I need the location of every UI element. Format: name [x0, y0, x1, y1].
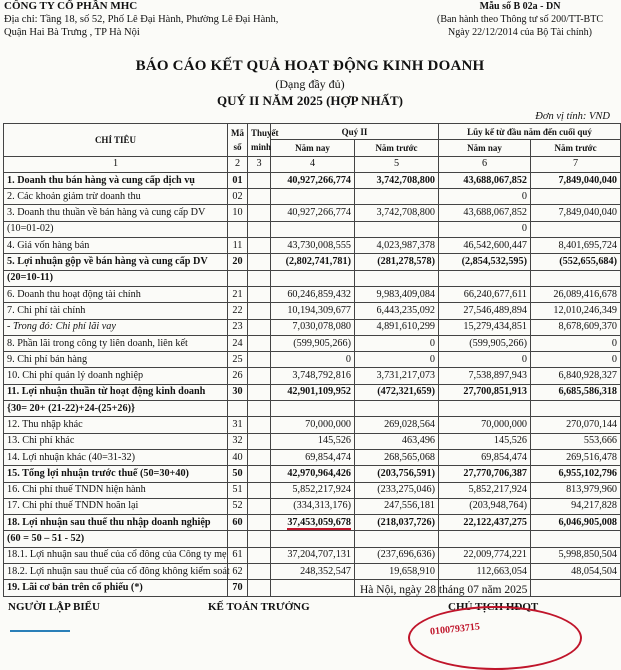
row-note — [248, 221, 271, 237]
row-ytd-last-year: 12,010,246,349 — [531, 303, 621, 319]
row-label: 13. Chi phí khác — [4, 433, 228, 449]
row-note — [248, 189, 271, 205]
row-label: (10=01-02) — [4, 221, 228, 237]
row-note — [248, 482, 271, 498]
row-note — [248, 270, 271, 286]
row-code: 23 — [228, 319, 248, 335]
issued-by: (Ban hành theo Thông tư số 200/TT-BTC — [437, 14, 603, 25]
row-label: 18. Lợi nhuận sau thuế thu nhập doanh nghiệp — [4, 515, 228, 531]
row-code: 01 — [228, 172, 248, 188]
row-ytd-last-year — [531, 531, 621, 547]
row-quarter-this-year — [271, 515, 355, 531]
row-ytd-this-year: 22,009,774,221 — [439, 547, 531, 563]
row-label: (60 = 50 – 51 - 52) — [4, 531, 228, 547]
form-header — [420, 0, 620, 39]
table-row — [4, 221, 621, 237]
row-quarter-this-year — [271, 580, 355, 596]
row-quarter-this-year: 42,970,964,426 — [271, 466, 355, 482]
income-statement-table — [3, 123, 621, 597]
row-note — [248, 319, 271, 335]
row-quarter-this-year: (334,313,176) — [271, 498, 355, 514]
row-code: 10 — [228, 205, 248, 221]
row-label: 18.2. Lợi nhuận sau thuế của cổ đông không kiểm soát — [4, 564, 228, 580]
row-note — [248, 580, 271, 596]
table-row — [4, 515, 621, 531]
row-quarter-last-year: 4,891,610,299 — [355, 319, 439, 335]
row-quarter-this-year: 70,000,000 — [271, 417, 355, 433]
row-ytd-this-year: 0 — [439, 189, 531, 205]
row-ytd-this-year: 66,240,677,611 — [439, 286, 531, 302]
col-quarter-last-year: Năm trước — [355, 140, 439, 156]
row-quarter-last-year — [355, 221, 439, 237]
row-ytd-this-year: 0 — [439, 221, 531, 237]
row-code — [228, 270, 248, 286]
table-row — [4, 319, 621, 335]
company-address: Địa chỉ: Tầng 18, số 52, Phố Lê Đại Hành, Phường Lê Đại Hành, — [4, 14, 279, 25]
col-note: Thuyết minh — [248, 124, 271, 157]
chairman-signature-label: CHỦ TỊCH HĐQT — [448, 601, 539, 613]
row-quarter-last-year: 0 — [355, 352, 439, 368]
row-ytd-this-year: 22,122,437,275 — [439, 515, 531, 531]
row-quarter-last-year: 3,742,708,800 — [355, 172, 439, 188]
row-code: 31 — [228, 417, 248, 433]
row-ytd-last-year: 270,070,144 — [531, 417, 621, 433]
row-ytd-this-year: 5,852,217,924 — [439, 482, 531, 498]
row-ytd-this-year: 7,538,897,943 — [439, 368, 531, 384]
row-ytd-last-year — [531, 270, 621, 286]
company-address-2: Quận Hai Bà Trưng , TP Hà Nội — [4, 27, 140, 38]
row-ytd-last-year: 553,666 — [531, 433, 621, 449]
row-ytd-this-year — [439, 531, 531, 547]
row-ytd-last-year: (552,655,684) — [531, 254, 621, 270]
row-note — [248, 368, 271, 384]
row-code: 25 — [228, 352, 248, 368]
row-ytd-this-year: 43,688,067,852 — [439, 172, 531, 188]
table-row — [4, 254, 621, 270]
row-quarter-this-year: 145,526 — [271, 433, 355, 449]
col-quarter: Quý II — [271, 124, 439, 140]
accountant-signature-label: KẾ TOÁN TRƯỞNG — [208, 601, 310, 613]
row-label: 18.1. Lợi nhuận sau thuế của cổ đông của Công ty mẹ — [4, 547, 228, 563]
row-label: 9. Chi phí bán hàng — [4, 352, 228, 368]
row-label: 7. Chi phí tài chính — [4, 303, 228, 319]
table-row — [4, 368, 621, 384]
table-row — [4, 417, 621, 433]
table-row — [4, 384, 621, 400]
row-note — [248, 286, 271, 302]
place-date: Hà Nội, ngày 28 tháng 07 năm 2025 — [360, 584, 528, 596]
row-code: 60 — [228, 515, 248, 531]
row-quarter-this-year: (599,905,266) — [271, 335, 355, 351]
report-subtitle: (Dạng đầy đủ) — [275, 77, 345, 91]
table-row — [4, 238, 621, 254]
table-row — [4, 401, 621, 417]
col-code: Mã số — [228, 124, 248, 157]
row-code: 20 — [228, 254, 248, 270]
row-code: 24 — [228, 335, 248, 351]
row-ytd-this-year: 15,279,434,851 — [439, 319, 531, 335]
row-label: 6. Doanh thu hoạt động tài chính — [4, 286, 228, 302]
row-ytd-this-year: 27,770,706,387 — [439, 466, 531, 482]
row-quarter-this-year: 3,748,792,816 — [271, 368, 355, 384]
row-quarter-last-year: (233,275,046) — [355, 482, 439, 498]
row-label: 12. Thu nhập khác — [4, 417, 228, 433]
row-code: 21 — [228, 286, 248, 302]
row-code: 32 — [228, 433, 248, 449]
row-ytd-last-year: 0 — [531, 352, 621, 368]
row-code: 50 — [228, 466, 248, 482]
row-ytd-this-year: 70,000,000 — [439, 417, 531, 433]
row-label: 14. Lợi nhuận khác (40=31-32) — [4, 449, 228, 465]
row-ytd-this-year — [439, 401, 531, 417]
row-code: 62 — [228, 564, 248, 580]
col-quarter-this-year: Năm nay — [271, 140, 355, 156]
row-quarter-this-year: (2,802,741,781) — [271, 254, 355, 270]
row-ytd-this-year: 27,700,851,913 — [439, 384, 531, 400]
row-quarter-last-year: 269,028,564 — [355, 417, 439, 433]
row-ytd-this-year: 43,688,067,852 — [439, 205, 531, 221]
row-quarter-last-year: 19,658,910 — [355, 564, 439, 580]
report-title: BÁO CÁO KẾT QUẢ HOẠT ĐỘNG KINH DOANH — [135, 58, 485, 74]
stamp-text: 0100793715 — [429, 621, 481, 638]
table-row — [4, 482, 621, 498]
row-quarter-this-year: 43,730,008,555 — [271, 238, 355, 254]
row-quarter-this-year: 7,030,078,080 — [271, 319, 355, 335]
row-quarter-last-year: 9,983,409,084 — [355, 286, 439, 302]
row-note — [248, 564, 271, 580]
row-note — [248, 303, 271, 319]
row-quarter-last-year: (472,321,659) — [355, 384, 439, 400]
row-ytd-this-year: 0 — [439, 352, 531, 368]
row-ytd-this-year: (2,854,532,595) — [439, 254, 531, 270]
form-number: Mẫu số B 02a - DN — [479, 1, 561, 12]
row-label: (20=10-11) — [4, 270, 228, 286]
row-label: 3. Doanh thu thuần về bán hàng và cung cấp DV — [4, 205, 228, 221]
row-quarter-last-year: 6,443,235,092 — [355, 303, 439, 319]
row-label: {30= 20+ (21-22)+24-(25+26)} — [4, 401, 228, 417]
preparer-signature-label: NGƯỜI LẬP BIỂU — [8, 601, 100, 613]
row-note — [248, 254, 271, 270]
row-ytd-last-year — [531, 401, 621, 417]
row-ytd-last-year: 6,685,586,318 — [531, 384, 621, 400]
highlighted-value: 37,453,059,678 — [287, 516, 351, 528]
row-quarter-this-year — [271, 221, 355, 237]
row-quarter-last-year: (237,696,636) — [355, 547, 439, 563]
row-quarter-last-year: 0 — [355, 335, 439, 351]
row-label: - Trong đó: Chi phí lãi vay — [4, 319, 228, 335]
row-quarter-last-year — [355, 189, 439, 205]
row-ytd-this-year — [439, 270, 531, 286]
currency-unit: Đơn vị tính: VND — [535, 111, 610, 122]
row-label: 16. Chi phí thuế TNDN hiện hành — [4, 482, 228, 498]
row-note — [248, 384, 271, 400]
row-code: 11 — [228, 238, 248, 254]
issued-date: Ngày 22/12/2014 của Bộ Tài chính) — [448, 27, 592, 38]
row-code: 30 — [228, 384, 248, 400]
row-quarter-last-year — [355, 401, 439, 417]
row-label: 4. Giá vốn hàng bán — [4, 238, 228, 254]
row-quarter-this-year: 69,854,474 — [271, 449, 355, 465]
row-quarter-this-year: 60,246,859,432 — [271, 286, 355, 302]
row-ytd-last-year: 26,089,416,678 — [531, 286, 621, 302]
row-code: 26 — [228, 368, 248, 384]
row-label: 5. Lợi nhuận gộp về bán hàng và cung cấp DV — [4, 254, 228, 270]
row-quarter-last-year — [355, 531, 439, 547]
row-ytd-this-year: 27,546,489,894 — [439, 303, 531, 319]
row-note — [248, 205, 271, 221]
table-row — [4, 531, 621, 547]
row-code — [228, 531, 248, 547]
row-quarter-last-year: (281,278,578) — [355, 254, 439, 270]
row-ytd-last-year: 94,217,828 — [531, 498, 621, 514]
row-ytd-last-year: 7,849,040,040 — [531, 205, 621, 221]
row-note — [248, 433, 271, 449]
row-ytd-this-year: 145,526 — [439, 433, 531, 449]
row-ytd-last-year: 7,849,040,040 — [531, 172, 621, 188]
row-quarter-last-year: 268,565,068 — [355, 449, 439, 465]
table-row — [4, 172, 621, 188]
row-quarter-this-year: 40,927,266,774 — [271, 205, 355, 221]
row-label: 8. Phần lãi trong công ty liên doanh, liên kết — [4, 335, 228, 351]
row-code: 61 — [228, 547, 248, 563]
table-row — [4, 303, 621, 319]
row-quarter-this-year: 248,352,547 — [271, 564, 355, 580]
table-row — [4, 449, 621, 465]
row-note — [248, 238, 271, 254]
row-code: 52 — [228, 498, 248, 514]
row-note — [248, 466, 271, 482]
row-quarter-last-year: 4,023,987,378 — [355, 238, 439, 254]
row-label: 15. Tổng lợi nhuận trước thuế (50=30+40) — [4, 466, 228, 482]
row-code: 40 — [228, 449, 248, 465]
row-ytd-last-year: 5,998,850,504 — [531, 547, 621, 563]
table-row — [4, 352, 621, 368]
row-label: 10. Chi phí quản lý doanh nghiệp — [4, 368, 228, 384]
row-ytd-last-year — [531, 189, 621, 205]
row-ytd-this-year: (599,905,266) — [439, 335, 531, 351]
row-ytd-this-year: 69,854,474 — [439, 449, 531, 465]
row-quarter-last-year: (203,756,591) — [355, 466, 439, 482]
row-ytd-last-year: 6,955,102,796 — [531, 466, 621, 482]
row-label: 17. Chi phí thuế TNDN hoãn lại — [4, 498, 228, 514]
table-row — [4, 270, 621, 286]
table-row — [4, 466, 621, 482]
row-quarter-this-year: 42,901,109,952 — [271, 384, 355, 400]
row-ytd-this-year: (203,948,764) — [439, 498, 531, 514]
row-ytd-last-year — [531, 221, 621, 237]
report-period: QUÝ II NĂM 2025 (HỢP NHẤT) — [217, 93, 403, 108]
row-label: 11. Lợi nhuận thuần từ hoạt động kinh doanh — [4, 384, 228, 400]
row-note — [248, 401, 271, 417]
row-ytd-last-year: 6,840,928,327 — [531, 368, 621, 384]
row-quarter-last-year — [355, 270, 439, 286]
row-quarter-this-year: 0 — [271, 352, 355, 368]
row-code: 22 — [228, 303, 248, 319]
signature-mark — [10, 630, 70, 636]
row-code — [228, 221, 248, 237]
row-code: 51 — [228, 482, 248, 498]
row-quarter-last-year: 3,731,217,073 — [355, 368, 439, 384]
row-quarter-this-year: 10,194,309,677 — [271, 303, 355, 319]
row-ytd-last-year: 8,678,609,370 — [531, 319, 621, 335]
row-ytd-last-year — [531, 580, 621, 596]
row-ytd-last-year: 269,516,478 — [531, 449, 621, 465]
row-code: 70 — [228, 580, 248, 596]
table-row — [4, 564, 621, 580]
table-row — [4, 335, 621, 351]
table-row — [4, 433, 621, 449]
row-code: 02 — [228, 189, 248, 205]
col-ytd-last-year: Năm trước — [531, 140, 621, 156]
row-note — [248, 449, 271, 465]
row-note — [248, 335, 271, 351]
row-ytd-last-year: 48,054,504 — [531, 564, 621, 580]
table-row — [4, 205, 621, 221]
table-row — [4, 189, 621, 205]
row-quarter-last-year: 247,556,181 — [355, 498, 439, 514]
row-note — [248, 417, 271, 433]
company-stamp — [408, 606, 582, 670]
row-note — [248, 172, 271, 188]
row-ytd-last-year: 6,046,905,008 — [531, 515, 621, 531]
row-label: 19. Lãi cơ bản trên cổ phiếu (*) — [4, 580, 228, 596]
row-quarter-this-year: 40,927,266,774 — [271, 172, 355, 188]
row-quarter-this-year: 5,852,217,924 — [271, 482, 355, 498]
row-note — [248, 547, 271, 563]
row-quarter-this-year — [271, 531, 355, 547]
company-header — [4, 0, 278, 39]
row-label: 2. Các khoản giảm trừ doanh thu — [4, 189, 228, 205]
table-row — [4, 286, 621, 302]
row-ytd-this-year: 46,542,600,447 — [439, 238, 531, 254]
row-note — [248, 531, 271, 547]
col-item: CHỈ TIÊU — [4, 124, 228, 157]
column-number-row: 1 2 3 4 5 6 7 — [4, 156, 621, 172]
row-quarter-this-year — [271, 189, 355, 205]
row-ytd-last-year: 8,401,695,724 — [531, 238, 621, 254]
col-ytd: Lũy kế từ đầu năm đến cuối quý — [439, 124, 621, 140]
row-quarter-this-year — [271, 270, 355, 286]
row-quarter-last-year: 3,742,708,800 — [355, 205, 439, 221]
table-row — [4, 498, 621, 514]
table-header-row — [4, 124, 621, 140]
row-note — [248, 498, 271, 514]
row-ytd-last-year: 0 — [531, 335, 621, 351]
row-ytd-this-year: 112,663,054 — [439, 564, 531, 580]
row-ytd-last-year: 813,979,960 — [531, 482, 621, 498]
row-quarter-this-year — [271, 401, 355, 417]
row-quarter-last-year: 463,496 — [355, 433, 439, 449]
row-note — [248, 515, 271, 531]
company-name: CÔNG TY CỔ PHẦN MHC — [4, 0, 138, 12]
table-row — [4, 547, 621, 563]
row-quarter-this-year: 37,204,707,131 — [271, 547, 355, 563]
col-ytd-this-year: Năm nay — [439, 140, 531, 156]
row-note — [248, 352, 271, 368]
row-code — [228, 401, 248, 417]
table-row — [4, 580, 621, 596]
row-label: 1. Doanh thu bán hàng và cung cấp dịch vụ — [4, 172, 228, 188]
row-quarter-last-year: (218,037,726) — [355, 515, 439, 531]
